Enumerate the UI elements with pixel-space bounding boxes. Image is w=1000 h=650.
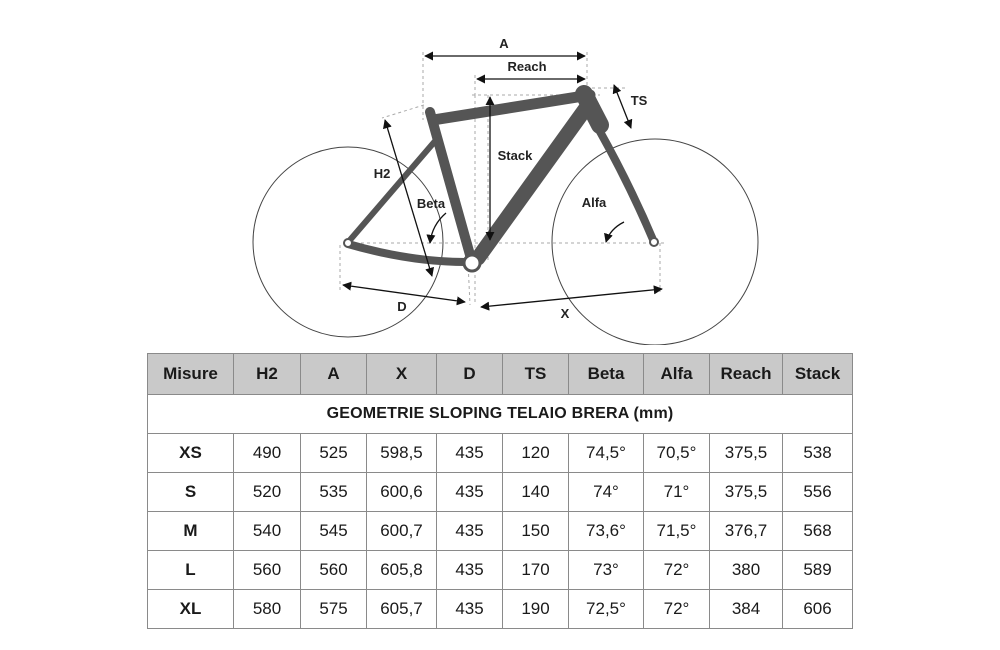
table-cell: 435 [437,473,503,512]
size-cell: XL [148,590,234,629]
table-subtitle-row [148,395,853,434]
table-cell: 435 [437,590,503,629]
table-cell: 376,7 [710,512,783,551]
table-row [148,434,853,473]
table-cell: 72° [644,590,710,629]
header-ts: TS [503,354,569,395]
bottom-bracket [464,255,480,271]
table-cell: 71° [644,473,710,512]
table-cell: 605,8 [367,551,437,590]
table-cell: 170 [503,551,569,590]
label-ts: TS [630,93,648,108]
rear-dropout [344,239,352,247]
table-cell: 74° [569,473,644,512]
table-cell: 73° [569,551,644,590]
label-beta: Beta [416,196,446,211]
header-beta: Beta [569,354,644,395]
header-x: X [367,354,437,395]
table-cell: 375,5 [710,473,783,512]
table-cell: 190 [503,590,569,629]
table-row [148,551,853,590]
table-cell: 545 [301,512,367,551]
table-row [148,590,853,629]
table-cell: 600,6 [367,473,437,512]
table-cell: 150 [503,512,569,551]
label-h2: H2 [373,166,391,181]
table-cell: 538 [783,434,853,473]
header-a: A [301,354,367,395]
table-cell: 598,5 [367,434,437,473]
table-cell: 540 [234,512,301,551]
table-cell: 580 [234,590,301,629]
table-cell: 589 [783,551,853,590]
table-cell: 605,7 [367,590,437,629]
table-cell: 560 [234,551,301,590]
label-d: D [397,299,407,314]
table-cell: 560 [301,551,367,590]
header-reach: Reach [710,354,783,395]
header-alfa: Alfa [644,354,710,395]
table-cell: 380 [710,551,783,590]
table-cell: 435 [437,551,503,590]
header-d: D [437,354,503,395]
table-cell: 490 [234,434,301,473]
table-cell: 71,5° [644,512,710,551]
geometry-table-container [147,353,853,629]
label-reach: Reach [507,59,547,74]
table-cell: 74,5° [569,434,644,473]
label-x: X [560,306,570,321]
table-cell: 120 [503,434,569,473]
table-cell: 535 [301,473,367,512]
table-cell: 140 [503,473,569,512]
table-row [148,512,853,551]
table-cell: 435 [437,434,503,473]
table-cell: 600,7 [367,512,437,551]
table-cell: 556 [783,473,853,512]
table-header-row [148,354,853,395]
table-cell: 70,5° [644,434,710,473]
size-cell: L [148,551,234,590]
geometry-table [147,353,853,629]
size-cell: S [148,473,234,512]
table-cell: 73,6° [569,512,644,551]
size-cell: XS [148,434,234,473]
table-subtitle: GEOMETRIE SLOPING TELAIO BRERA (mm) [148,395,853,434]
label-stack: Stack [497,148,533,163]
label-alfa: Alfa [581,195,607,210]
table-row [148,473,853,512]
table-cell: 72° [644,551,710,590]
header-stack: Stack [783,354,853,395]
table-cell: 525 [301,434,367,473]
table-cell: 575 [301,590,367,629]
table-cell: 606 [783,590,853,629]
front-dropout [650,238,658,246]
label-a: A [499,36,509,51]
dimension-lines [343,56,662,307]
header-misure: Misure [148,354,234,395]
table-cell: 520 [234,473,301,512]
table-cell: 72,5° [569,590,644,629]
header-h2: H2 [234,354,301,395]
size-cell: M [148,512,234,551]
table-cell: 568 [783,512,853,551]
table-cell: 375,5 [710,434,783,473]
table-cell: 384 [710,590,783,629]
table-cell: 435 [437,512,503,551]
